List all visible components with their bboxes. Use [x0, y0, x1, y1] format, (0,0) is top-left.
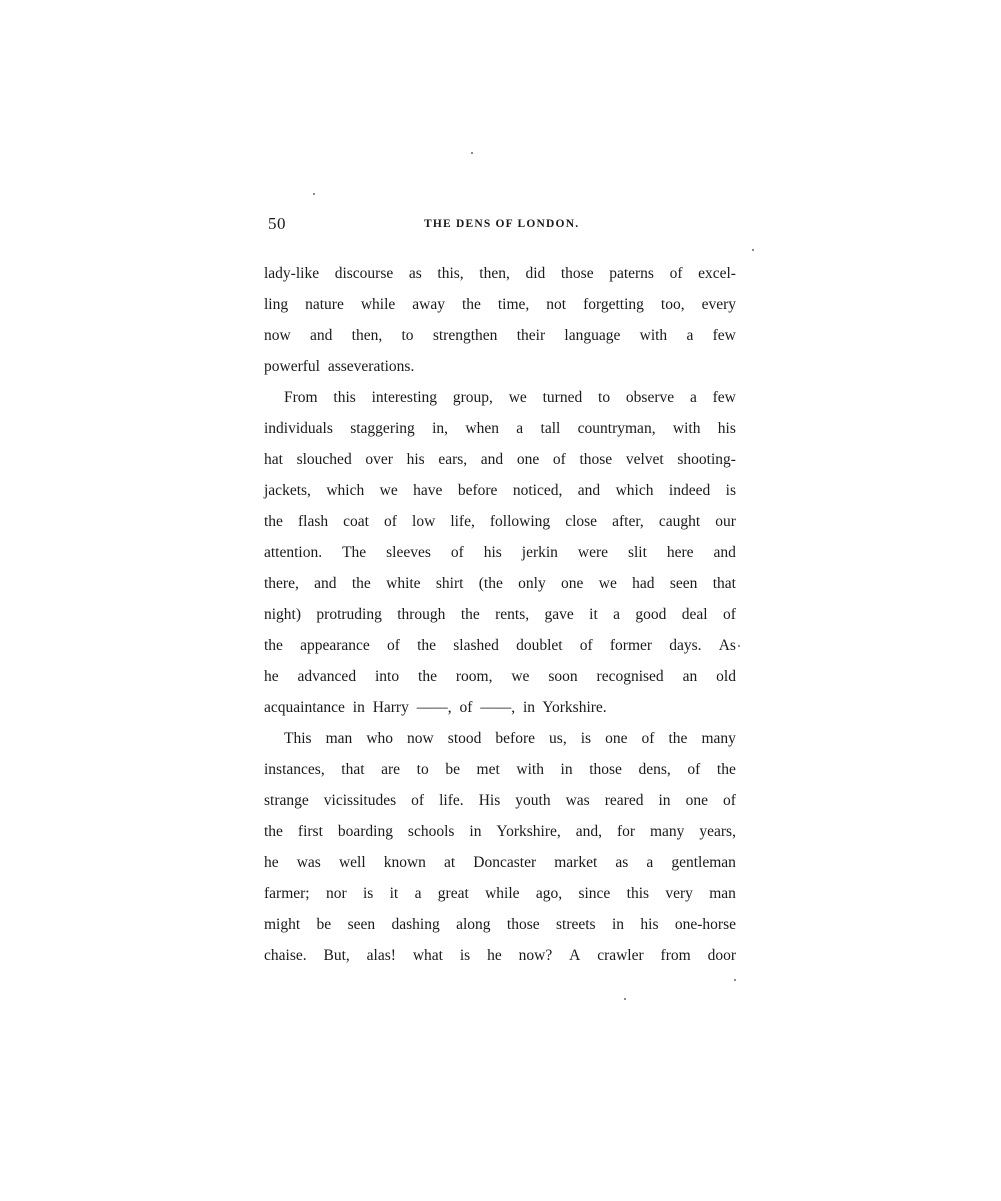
word: dens,: [638, 761, 671, 778]
word: through: [397, 606, 446, 623]
word: in: [560, 761, 573, 778]
word: well: [338, 854, 366, 871]
word: which: [615, 482, 654, 499]
word: sleeves: [386, 544, 431, 561]
text-line: [264, 630, 736, 661]
word: protruding: [316, 606, 382, 623]
word: reared: [604, 792, 644, 809]
word: shooting-: [677, 451, 736, 468]
word: that: [712, 575, 736, 592]
word: man: [325, 730, 353, 747]
word: with: [516, 761, 544, 778]
word: is: [580, 730, 592, 747]
word: the: [461, 296, 481, 313]
word: ling: [264, 296, 289, 313]
word: instances,: [264, 761, 325, 778]
word: lady-like: [264, 265, 320, 282]
word: velvet: [625, 451, 664, 468]
word: his: [406, 451, 425, 468]
word: is: [459, 947, 471, 964]
word: strange: [264, 792, 309, 809]
word: attention.: [264, 544, 323, 561]
word: and: [309, 327, 333, 344]
word: many: [649, 823, 685, 840]
word: his: [640, 916, 659, 933]
text-line: [264, 382, 736, 413]
word: first: [297, 823, 323, 840]
word: here: [666, 544, 694, 561]
word: doublet: [516, 637, 563, 654]
word: was: [565, 792, 590, 809]
word: of: [579, 637, 593, 654]
word: slit: [627, 544, 647, 561]
word: flash: [297, 513, 329, 530]
word: be: [445, 761, 460, 778]
word: observe: [625, 389, 675, 406]
word: of: [450, 544, 464, 561]
text-line: [264, 878, 736, 909]
text-line: [264, 816, 736, 847]
word: chaise.: [264, 947, 307, 964]
word: every: [701, 296, 736, 313]
word: a: [613, 606, 621, 623]
word: an: [682, 668, 698, 685]
word: the: [417, 637, 437, 654]
word: the: [668, 730, 688, 747]
word: one-horse: [674, 916, 736, 933]
word: noticed,: [512, 482, 563, 499]
word: while: [360, 296, 396, 313]
word: His: [478, 792, 501, 809]
word: appearance: [300, 637, 370, 654]
text-line: [264, 599, 736, 630]
word: the: [716, 761, 736, 778]
word: known: [383, 854, 426, 871]
text-line: [264, 506, 736, 537]
word: A: [569, 947, 581, 964]
word: and: [577, 482, 601, 499]
word: have: [413, 482, 443, 499]
text-line: [264, 723, 736, 754]
word: excel-: [698, 265, 736, 282]
word: too,: [660, 296, 685, 313]
word: and,: [575, 823, 602, 840]
word: the: [418, 668, 437, 685]
text-line: [264, 475, 736, 506]
word: now: [407, 730, 434, 747]
word: soon: [548, 668, 578, 685]
word: might: [264, 916, 301, 933]
word: then,: [479, 265, 510, 282]
word: he: [264, 854, 279, 871]
word: of: [687, 761, 701, 778]
word: the: [264, 823, 283, 840]
word: individuals: [264, 420, 333, 437]
word: indeed: [668, 482, 711, 499]
word: that: [341, 761, 365, 778]
word: with: [672, 420, 701, 437]
word: staggering: [350, 420, 415, 437]
word: countryman,: [577, 420, 656, 437]
word: it: [389, 885, 399, 902]
word: market: [554, 854, 598, 871]
word: a: [686, 327, 694, 344]
scan-speck: [738, 645, 740, 647]
word: when: [465, 420, 499, 437]
word: stood: [447, 730, 482, 747]
word: for: [616, 823, 636, 840]
word: rents,: [495, 606, 530, 623]
text-line: [264, 537, 736, 568]
text-line: [264, 258, 736, 289]
running-head: [264, 214, 744, 238]
word: advanced: [297, 668, 357, 685]
word: of: [384, 513, 397, 530]
word: hat: [264, 451, 283, 468]
word: a: [516, 420, 524, 437]
word: alas!: [366, 947, 396, 964]
word: a: [689, 389, 697, 406]
word: did: [525, 265, 546, 282]
word: into: [374, 668, 400, 685]
word: while: [485, 885, 520, 902]
word: gave: [544, 606, 574, 623]
word: time,: [497, 296, 530, 313]
word: group,: [452, 389, 493, 406]
word: of: [411, 792, 425, 809]
word: nor: [325, 885, 347, 902]
word: we: [379, 482, 398, 499]
word: a: [414, 885, 422, 902]
word: our: [715, 513, 736, 530]
word: those: [560, 265, 594, 282]
word: in: [658, 792, 671, 809]
word: we: [511, 668, 530, 685]
word: following: [489, 513, 551, 530]
word: since: [578, 885, 611, 902]
word: from: [660, 947, 691, 964]
word: discourse: [334, 265, 394, 282]
word: seen: [669, 575, 698, 592]
word: at: [444, 854, 456, 871]
word: the: [351, 575, 371, 592]
word: and: [713, 544, 736, 561]
word: (the: [478, 575, 503, 592]
word: along: [456, 916, 491, 933]
word: jackets,: [264, 482, 311, 499]
word: man: [709, 885, 736, 902]
word: now?: [518, 947, 553, 964]
text-line: [264, 754, 736, 785]
word: be: [316, 916, 332, 933]
word: life.: [439, 792, 464, 809]
word: one: [605, 730, 628, 747]
text-line: [264, 413, 736, 444]
word: now: [264, 327, 291, 344]
word: had: [632, 575, 655, 592]
word: only: [518, 575, 546, 592]
word: interesting: [371, 389, 438, 406]
word: the: [460, 606, 480, 623]
word: days.: [669, 637, 702, 654]
text-line: [264, 909, 736, 940]
word: ears,: [438, 451, 468, 468]
running-title: THE DENS OF LONDON.: [424, 218, 580, 230]
word: before: [457, 482, 498, 499]
word: a: [646, 854, 654, 871]
word: over: [365, 451, 393, 468]
word: we: [598, 575, 617, 592]
word: of: [669, 265, 683, 282]
word: not: [546, 296, 567, 313]
word: in: [611, 916, 625, 933]
text-line: [264, 847, 736, 878]
word: streets: [555, 916, 596, 933]
text-line: [264, 320, 736, 351]
word: The: [342, 544, 367, 561]
word: strengthen: [432, 327, 498, 344]
word: one: [516, 451, 540, 468]
word: the: [264, 637, 283, 654]
word: he: [487, 947, 502, 964]
word: of: [723, 792, 736, 809]
word: slashed: [453, 637, 499, 654]
word: gentleman: [671, 854, 736, 871]
word: with: [639, 327, 668, 344]
word: good: [635, 606, 667, 623]
word: few: [712, 327, 736, 344]
word: those: [589, 761, 622, 778]
word: to: [416, 761, 429, 778]
text-line: [264, 785, 736, 816]
word: one: [561, 575, 584, 592]
word: youth: [515, 792, 551, 809]
word: As: [718, 637, 736, 654]
word: before: [495, 730, 535, 747]
scan-speck: [734, 979, 736, 981]
word: met: [476, 761, 500, 778]
word: door: [707, 947, 736, 964]
word: room,: [455, 668, 493, 685]
word: and: [480, 451, 504, 468]
word: is: [362, 885, 374, 902]
word: very: [665, 885, 693, 902]
word: is: [725, 482, 736, 499]
word: their: [516, 327, 546, 344]
text-line: [264, 661, 736, 692]
word: paterns: [609, 265, 654, 282]
text-line: [264, 289, 736, 320]
word: turned: [542, 389, 583, 406]
word: former: [609, 637, 653, 654]
word: us,: [549, 730, 567, 747]
word: what: [412, 947, 443, 964]
word: Doncaster: [473, 854, 537, 871]
word: his: [483, 544, 502, 561]
word: who: [366, 730, 394, 747]
word: of: [641, 730, 655, 747]
word: his: [717, 420, 736, 437]
word: seen: [347, 916, 376, 933]
body-text: [264, 258, 736, 971]
word: schools: [407, 823, 455, 840]
scan-speck: [752, 249, 754, 251]
word: this: [626, 885, 650, 902]
word: and: [314, 575, 337, 592]
word: the: [264, 513, 283, 530]
word: of: [387, 637, 400, 654]
word: as: [408, 265, 422, 282]
word: coat: [343, 513, 369, 530]
word: old: [716, 668, 736, 685]
scan-speck: [471, 152, 473, 154]
text-line: [264, 444, 736, 475]
word: vicissitudes: [323, 792, 397, 809]
word: as: [615, 854, 629, 871]
word: few: [712, 389, 736, 406]
scan-speck: [313, 193, 315, 195]
word: nature: [305, 296, 344, 313]
word: away: [412, 296, 445, 313]
word: dashing: [391, 916, 440, 933]
word: this: [333, 389, 356, 406]
word: those: [506, 916, 540, 933]
word: white: [386, 575, 421, 592]
word: recognised: [596, 668, 664, 685]
word: deal: [681, 606, 708, 623]
page-number: 50: [268, 214, 286, 233]
word: then,: [351, 327, 383, 344]
word: in,: [432, 420, 449, 437]
word: night): [264, 606, 302, 623]
word: ago,: [535, 885, 563, 902]
text-line: [264, 568, 736, 599]
word: was: [296, 854, 321, 871]
word: this,: [437, 265, 464, 282]
word: tall: [540, 420, 561, 437]
word: Yorkshire,: [496, 823, 561, 840]
word: shirt: [435, 575, 464, 592]
word: in: [469, 823, 482, 840]
word: to: [598, 389, 611, 406]
word: of: [552, 451, 566, 468]
word: years,: [699, 823, 736, 840]
word: farmer;: [264, 885, 310, 902]
word: after,: [612, 513, 644, 530]
word: one: [685, 792, 708, 809]
word: But,: [323, 947, 350, 964]
word: slouched: [296, 451, 352, 468]
text-line: acquaintance in Harry ——, of ——, in Yorkshire.: [264, 699, 607, 716]
word: great: [437, 885, 469, 902]
word: This: [284, 730, 312, 747]
word: it: [589, 606, 598, 623]
word: caught: [658, 513, 701, 530]
word: to: [401, 327, 414, 344]
word: we: [508, 389, 527, 406]
word: forgetting: [583, 296, 644, 313]
word: were: [577, 544, 609, 561]
word: are: [381, 761, 401, 778]
text-line: powerful asseverations.: [264, 358, 415, 375]
word: he: [264, 668, 279, 685]
word: From: [284, 389, 318, 406]
word: jerkin: [521, 544, 558, 561]
word: boarding: [337, 823, 393, 840]
word: life,: [450, 513, 475, 530]
word: many: [701, 730, 736, 747]
word: crawler: [597, 947, 644, 964]
word: there,: [264, 575, 299, 592]
word: of: [723, 606, 736, 623]
word: low: [412, 513, 436, 530]
word: close: [565, 513, 598, 530]
word: those: [579, 451, 613, 468]
text-line: [264, 940, 736, 971]
word: language: [564, 327, 621, 344]
scan-speck: [624, 998, 626, 1000]
word: which: [326, 482, 365, 499]
